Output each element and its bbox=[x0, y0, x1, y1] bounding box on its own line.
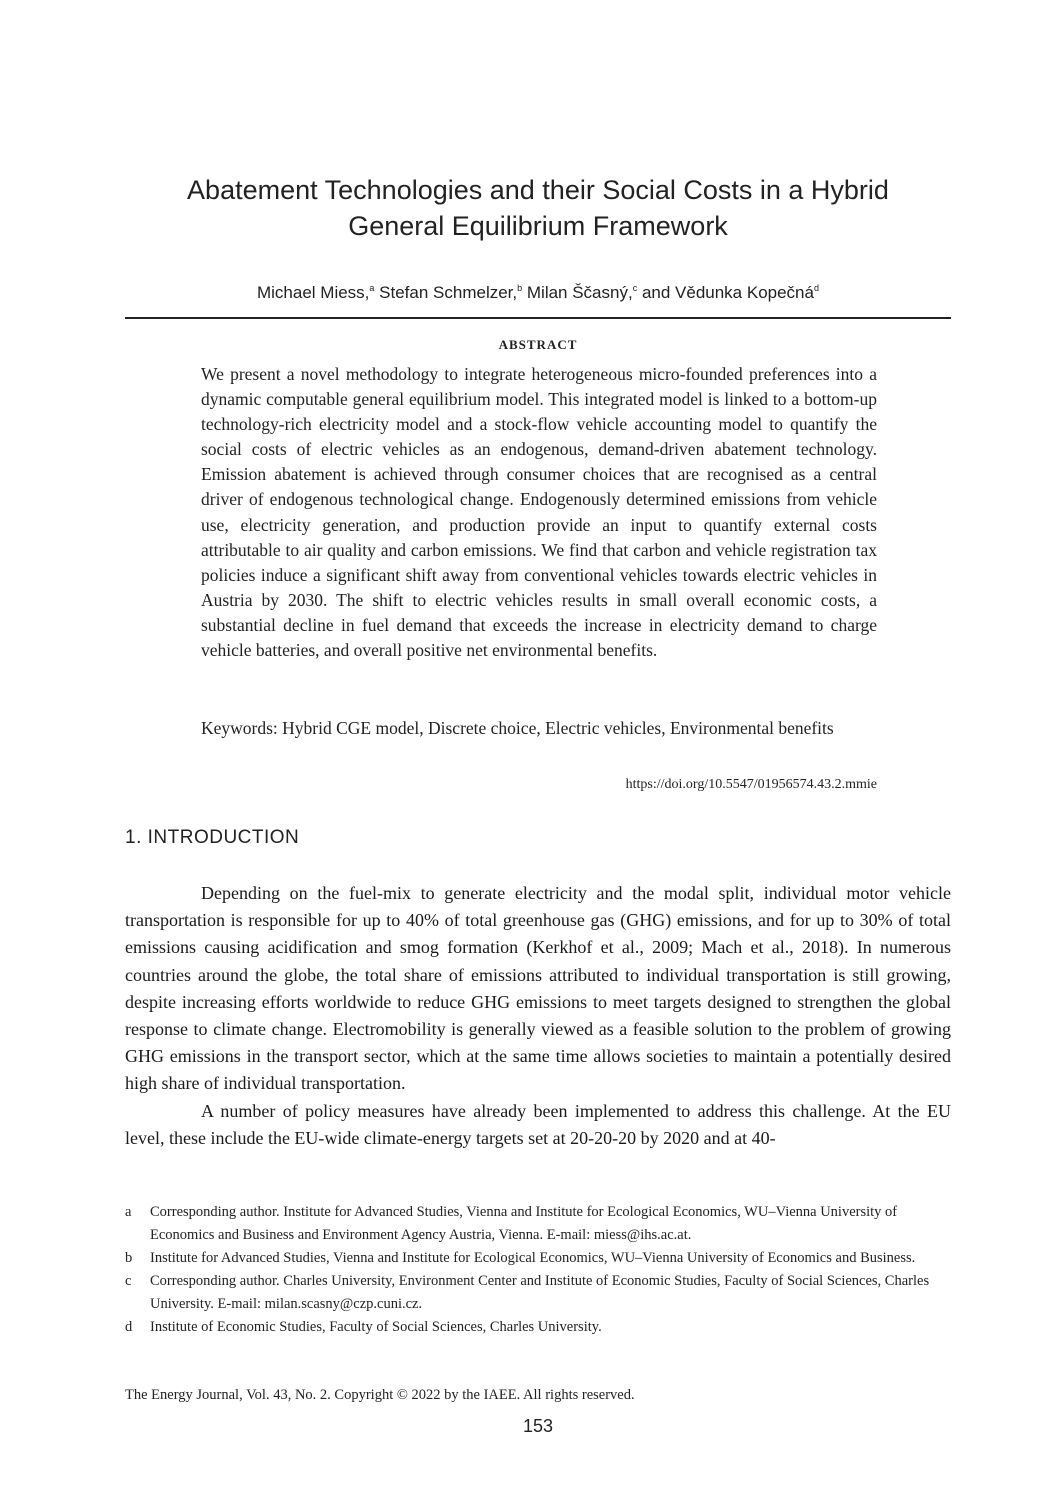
footnote-text: Institute of Economic Studies, Faculty of Social Sciences, Charles University. bbox=[150, 1319, 602, 1335]
author-mark: d bbox=[813, 283, 819, 293]
author-name: Michael Miess, bbox=[256, 283, 370, 302]
footnote-mark: b bbox=[125, 1250, 133, 1266]
footnote-text: Institute for Advanced Studies, Vienna and Institute for Ecological Economics, WU–Vienna University of Economics and Business. bbox=[150, 1250, 916, 1266]
title-divider bbox=[125, 317, 951, 319]
author-name: Stefan Schmelzer, bbox=[379, 283, 518, 302]
page-number: 153 bbox=[522, 1416, 554, 1436]
keywords-label: Keywords: bbox=[201, 718, 278, 738]
doi-link[interactable]: https://doi.org/10.5547/01956574.43.2.mmie bbox=[625, 777, 877, 792]
abstract-text: We present a novel methodology to integrate heterogeneous micro-founded preferences into a dynamic computable general equilibrium model. This integrated model is linked to a bottom-up technology-rich electricity model and a stock-flow vehicle accounting model to quantify the social costs of electric vehicles as an endogenous, demand-driven abatement technology. Emission abatement is achieved through consumer choices that are recognised as a central driver of endogenous technological change. Endogenously determined emissions from vehicle use, electricity generation, and production provide an input to quantify external costs attributable to air quality and carbon emissions. We find that carbon and vehicle registration tax policies induce a significant shift away from conventional vehicles towards electric vehicles in Austria by 2030. The shift to electric vehicles results in small overall economic costs, a substantial decline in fuel demand that exceeds the increase in electricity demand to charge vehicle batteries, and overall positive net environmental benefits. bbox=[201, 364, 877, 661]
title-line-2: General Equilibrium Framework bbox=[348, 211, 728, 241]
paper-title bbox=[125, 172, 951, 244]
footnote-mark: a bbox=[125, 1204, 132, 1220]
footnote-text: Corresponding author. Charles University, Environment Center and Institute of Economic Studies, Faculty of Social Sciences, Charles University. E-mail: milan.scasny@czp.cuni.cz. bbox=[150, 1273, 930, 1312]
footnote-mark: d bbox=[125, 1319, 133, 1335]
footnote bbox=[125, 1270, 951, 1316]
footnote bbox=[125, 1316, 951, 1339]
author-name: Milan Ščasný, bbox=[526, 283, 633, 302]
author-name: and Vědunka Kopečná bbox=[641, 283, 814, 302]
footnotes bbox=[125, 1201, 951, 1339]
abstract-heading: ABSTRACT bbox=[498, 337, 578, 352]
author-mark: b bbox=[517, 283, 523, 293]
footnote bbox=[125, 1247, 951, 1270]
paragraph: Depending on the fuel-mix to generate electricity and the modal split, individual motor vehicle transportation is responsible for up to 40% of total greenhouse gas (GHG) emissions, and for up to 30% of total emissions causing acidification and smog formation (Kerkhof et al., 2009; Mach et al., 2018). In numerous countries around the globe, the total share of emissions attributed to individual transportation is still growing, despite increasing efforts worldwide to reduce GHG emissions to meet targets designed to strengthen the global response to climate change. Electromobility is generally viewed as a feasible solution to the problem of growing GHG emissions in the transport sector, which at the same time allows societies to maintain a potentially desired high share of individual transportation. bbox=[125, 883, 951, 1094]
footnote-mark: c bbox=[125, 1273, 132, 1289]
author-mark: a bbox=[369, 283, 375, 293]
paragraph: A number of policy measures have already been implemented to address this challenge. At the EU level, these include the EU-wide climate-energy targets set at 20-20-20 by 2020 and at 40- bbox=[125, 1100, 951, 1148]
author-mark: c bbox=[632, 283, 638, 293]
section-heading: 1. INTRODUCTION bbox=[125, 827, 300, 848]
footnote-text: Corresponding author. Institute for Advanced Studies, Vienna and Institute for Ecological Economics, WU–Vienna University of Economics and Business and Environment Agency Austria, Vienna. E-mail: miess@ihs.ac.at. bbox=[150, 1204, 898, 1243]
keywords-list: Hybrid CGE model, Discrete choice, Electric vehicles, Environmental benefits bbox=[282, 718, 834, 738]
author-list bbox=[125, 282, 951, 304]
keywords bbox=[201, 716, 877, 741]
body-text bbox=[125, 880, 951, 1152]
journal-citation: The Energy Journal, Vol. 43, No. 2. Copyright © 2022 by the IAEE. All rights reserved. bbox=[125, 1387, 635, 1403]
footnote bbox=[125, 1201, 951, 1247]
title-line-1: Abatement Technologies and their Social Costs in a Hybrid bbox=[187, 175, 889, 205]
